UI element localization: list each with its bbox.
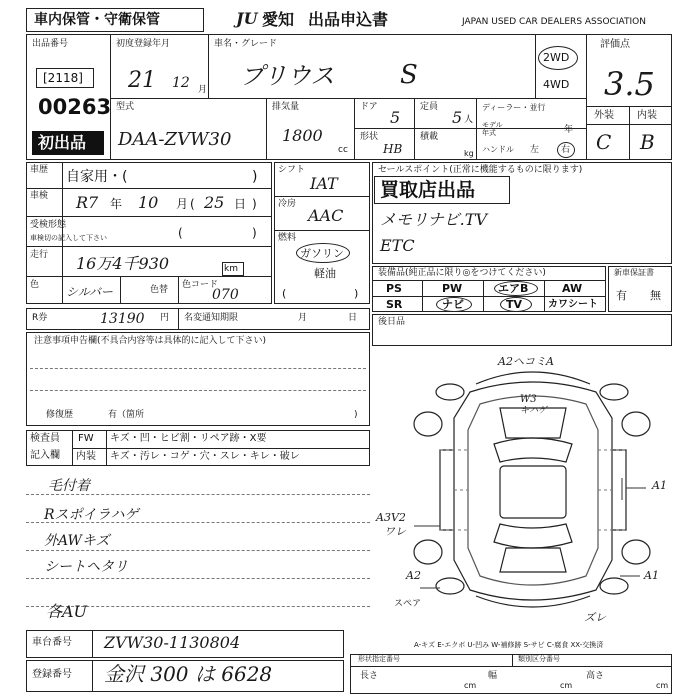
first-listing-badge: 初出品 (38, 133, 87, 152)
color-shade-label: 色替 (150, 285, 169, 295)
model-year-label: モデル年式 (482, 121, 503, 137)
note-line-2: Rスポイラハゲ (44, 507, 139, 523)
handle-right: 右 (561, 145, 571, 155)
width-unit: cm (560, 681, 573, 690)
equipment-sr: SR (386, 298, 403, 311)
car-grade: S (400, 60, 418, 90)
warranty-yes: 有 (616, 289, 627, 302)
inspection-day: 25 (204, 193, 225, 212)
form-title: 出品申込書 (308, 10, 389, 29)
acceptance-paren-open: ( (178, 226, 183, 240)
damage-left-2: ワレ (384, 525, 406, 538)
fuel-paren-open: ( (282, 287, 287, 300)
lot-label: 出品番号 (32, 39, 69, 49)
evaluation-score: 3.5 (604, 65, 655, 103)
registration-month-unit: 月 (198, 85, 208, 95)
inspection-month: 10 (138, 193, 159, 212)
damage-left-3: A2 (406, 569, 421, 582)
doors-label: ドア (360, 102, 378, 112)
dealer-label: ディーラー・並行 (482, 103, 546, 112)
registration-month: 12 (172, 75, 190, 91)
shape-spec-label: 形状指定番号 (358, 655, 400, 663)
damage-roof: W3 (520, 394, 537, 405)
name-change-day: 日 (348, 313, 358, 323)
association-name: JAPAN USED CAR DEALERS ASSOCIATION (462, 17, 646, 27)
handle-left: 左 (530, 145, 540, 155)
recycle-label: R券 (32, 313, 48, 323)
repair-close: ) (354, 410, 358, 420)
mileage-label: 走行 (30, 250, 49, 260)
inspection-month-unit: 月 (176, 197, 189, 211)
note-line-5: 各AU (46, 602, 88, 621)
repair-value: 有（箇所 (108, 410, 145, 420)
usage-close: ) (252, 169, 258, 185)
lot-code: [2118] (43, 71, 83, 85)
recycle-value: 13190 (100, 311, 145, 327)
inspector-interior-label: 内装 (76, 451, 96, 462)
damage-right: A1 (652, 479, 667, 492)
chassis-number: ZVW30-1130804 (104, 633, 241, 652)
inspection-year-unit: 年 (110, 197, 123, 211)
storage-label: 車内保管・守衛保管 (34, 12, 160, 28)
interior-label: 内装 (637, 110, 657, 121)
length-label: 長さ (360, 671, 379, 681)
fuel-paren-close: ) (354, 287, 359, 300)
mileage-unit: km (224, 264, 238, 274)
damage-rear-right: A1 (644, 569, 659, 582)
model-label: 型式 (116, 102, 135, 112)
equipment-tv: TV (506, 298, 523, 311)
fuel-label: 燃料 (278, 233, 297, 243)
exterior-label: 外装 (594, 110, 614, 121)
width-label: 幅 (488, 671, 498, 681)
ac-value: AAC (308, 206, 344, 225)
capacity-value: 5 (452, 108, 463, 127)
mileage-value: 16万4千930 (76, 254, 170, 273)
plate-number: 金沢 300 は 6628 (104, 662, 273, 686)
repair-label: 修復歴 (46, 410, 74, 420)
length-unit: cm (464, 681, 477, 690)
color-code: 070 (212, 287, 239, 303)
damage-left: A3V2 (376, 511, 406, 524)
name-change-month: 月 (298, 313, 308, 323)
capacity-unit: 人 (464, 115, 474, 125)
model-value: DAA-ZVW30 (118, 129, 232, 150)
buyback-label: 買取店出品 (380, 179, 476, 201)
inspection-day-unit: 日 (234, 197, 247, 211)
fuel-gasoline: ガソリン (300, 247, 344, 260)
inspection-paren-open: ( (190, 197, 195, 211)
equipment-aw: AW (562, 282, 583, 295)
equipment-airbag: エアB (498, 282, 529, 295)
drive-4wd: 4WD (543, 78, 570, 91)
cat-spec-label: 類別区分番号 (518, 655, 560, 663)
warranty-no: 無 (650, 289, 661, 302)
selling-point-1: メモリナビ.TV (380, 210, 487, 229)
acceptance-paren-close: ) (252, 226, 257, 240)
ac-label: 冷房 (278, 199, 297, 209)
load-unit: kg (464, 149, 474, 158)
displacement-unit: cc (338, 145, 348, 155)
note-line-3: 外AWキズ (44, 533, 110, 549)
exterior-grade: C (596, 130, 612, 154)
equipment-leather: カワシート (548, 299, 598, 310)
damage-rear: ズレ (584, 611, 606, 624)
model-year-unit: 年 (564, 125, 574, 135)
selling-point-2: ETC (380, 236, 415, 255)
damage-roof-2: キハゲ (520, 406, 548, 416)
shift-label: シフト (278, 165, 306, 175)
notes-label: 注意事項申告欄(不具合内容等は具体的に記入して下さい) (34, 336, 267, 346)
chassis-label: 車台番号 (32, 637, 72, 648)
capacity-label: 定員 (420, 102, 439, 112)
color-label: 色 (30, 280, 40, 290)
inspection-era: R7 (76, 193, 99, 212)
registration-year: 21 (128, 68, 156, 93)
car-name-label: 車名・グレード (214, 39, 278, 49)
registration-label: 初度登録年月 (116, 39, 171, 49)
inspector-interior-row: キズ・汚レ・コゲ・穴・スレ・キレ・破レ (110, 451, 300, 462)
height-label: 高さ (586, 671, 605, 681)
shape-label: 形状 (360, 132, 379, 142)
ju-logo: JU (236, 9, 258, 28)
shape-value: HB (383, 142, 403, 156)
color-value: シルバー (66, 285, 113, 299)
recycle-unit: 円 (160, 313, 170, 323)
selling-points-label: セールスポイント(正常に機能するものに限ります) (378, 165, 583, 175)
acceptance-note: 車検切の記入して下さい (30, 234, 107, 242)
damage-front: A2ヘコミA (498, 355, 554, 368)
usage-value: 自家用・( (66, 169, 128, 185)
load-label: 積載 (420, 132, 439, 142)
inspection-label: 車検 (30, 191, 49, 201)
fuel-light-oil: 軽油 (314, 267, 336, 280)
usage-label: 車歴 (30, 165, 49, 175)
warranty-label: 新車保証書 (614, 268, 654, 277)
note-line-1: 毛付着 (48, 478, 90, 494)
spare-label: スペア (394, 599, 422, 609)
plate-label: 登録番号 (32, 669, 72, 680)
equipment-label: 装備品(純正品に限り◎をつけてください) (378, 268, 546, 278)
inspector-exterior-row: キズ・凹・ヒビ割・リペア跡・X要 (110, 433, 267, 444)
name-change-label: 名変通知期限 (184, 313, 239, 323)
inspector-label-1: 検査員 (30, 433, 60, 444)
inspector-fw: FW (78, 433, 94, 444)
lot-number: 00263 (38, 95, 112, 119)
color-code-label: 色コード (182, 280, 219, 290)
remarks-label: 後日品 (378, 317, 406, 327)
evaluation-label: 評価点 (600, 39, 630, 50)
equipment-ps: PS (386, 282, 402, 295)
drive-2wd: 2WD (543, 51, 570, 64)
note-line-4: シートヘタリ (44, 559, 128, 575)
interior-grade: B (640, 130, 655, 154)
equipment-pw: PW (442, 282, 463, 295)
brand: 愛知 (262, 10, 295, 29)
displacement-value: 1800 (282, 126, 323, 145)
inspection-paren-close: ) (252, 197, 257, 211)
equipment-navi: ナビ (442, 298, 464, 311)
height-unit: cm (656, 681, 669, 690)
damage-legend: A-キズ E-エクボ U-凹み W-補修跡 S-サビ C-腐食 XX-交換済 (414, 641, 604, 649)
car-name: プリウス (240, 62, 335, 90)
inspector-label-2: 記入欄 (30, 450, 60, 461)
displacement-label: 排気量 (272, 102, 300, 112)
doors-value: 5 (390, 108, 401, 127)
shift-value: IAT (310, 174, 338, 193)
handle-label: ハンドル (482, 145, 514, 154)
acceptance-label: 受検形態 (30, 220, 67, 230)
